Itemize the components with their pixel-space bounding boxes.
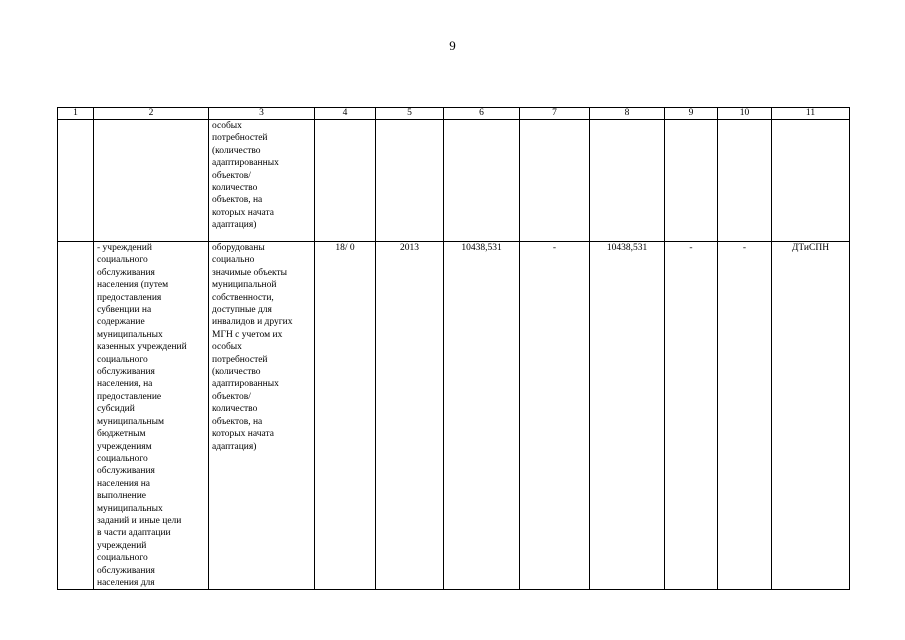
column-number: 1 xyxy=(58,108,94,120)
column-number-row xyxy=(58,108,850,120)
indicator-cell: оборудованы социально значимые объекты муниципальной собственности, доступные для инвалидов и других МГН с учетом их особых потребностей (количество адаптированных объектов/ количество объектов, на которых начата адаптация) xyxy=(209,242,315,590)
column-number: 10 xyxy=(718,108,772,120)
indicator-value-cell: 18/ 0 xyxy=(315,242,376,590)
page-number: 9 xyxy=(449,38,456,53)
indicator-cell: особых потребностей (количество адаптированных объектов/ количество объектов, на которых начата адаптация) xyxy=(209,120,315,242)
column-number: 7 xyxy=(520,108,590,120)
table-cell xyxy=(315,120,376,242)
column-number: 4 xyxy=(315,108,376,120)
column-number: 6 xyxy=(444,108,520,120)
funding-cell: - xyxy=(718,242,772,590)
table-cell xyxy=(376,120,444,242)
column-number: 9 xyxy=(665,108,718,120)
table-cell xyxy=(58,120,94,242)
table-cell xyxy=(665,120,718,242)
executor-cell: ДТиСПН xyxy=(772,242,850,590)
column-number: 3 xyxy=(209,108,315,120)
total-funding-cell: 10438,531 xyxy=(444,242,520,590)
year-cell: 2013 xyxy=(376,242,444,590)
table-cell xyxy=(590,120,665,242)
table-row-continuation xyxy=(58,120,850,242)
table-cell xyxy=(520,120,590,242)
table-cell xyxy=(718,120,772,242)
program-table xyxy=(57,107,850,590)
funding-cell: - xyxy=(520,242,590,590)
table-cell xyxy=(772,120,850,242)
table-cell xyxy=(444,120,520,242)
funding-cell: 10438,531 xyxy=(590,242,665,590)
table-row-social-institutions xyxy=(58,242,850,590)
table-cell xyxy=(58,242,94,590)
column-number: 11 xyxy=(772,108,850,120)
table-cell xyxy=(94,120,209,242)
measure-description-cell: - учреждений социального обслуживания населения (путем предоставления субвенции на содержание муниципальных казенных учреждений социального обслуживания населения, на предоставление субсидий муниципальным бюджетным учреждениям социального обслуживания населения на выполнение муниципальных заданий и иные цели в части адаптации учреждений социального обслуживания населения для xyxy=(94,242,209,590)
column-number: 8 xyxy=(590,108,665,120)
column-number: 5 xyxy=(376,108,444,120)
funding-cell: - xyxy=(665,242,718,590)
column-number: 2 xyxy=(94,108,209,120)
